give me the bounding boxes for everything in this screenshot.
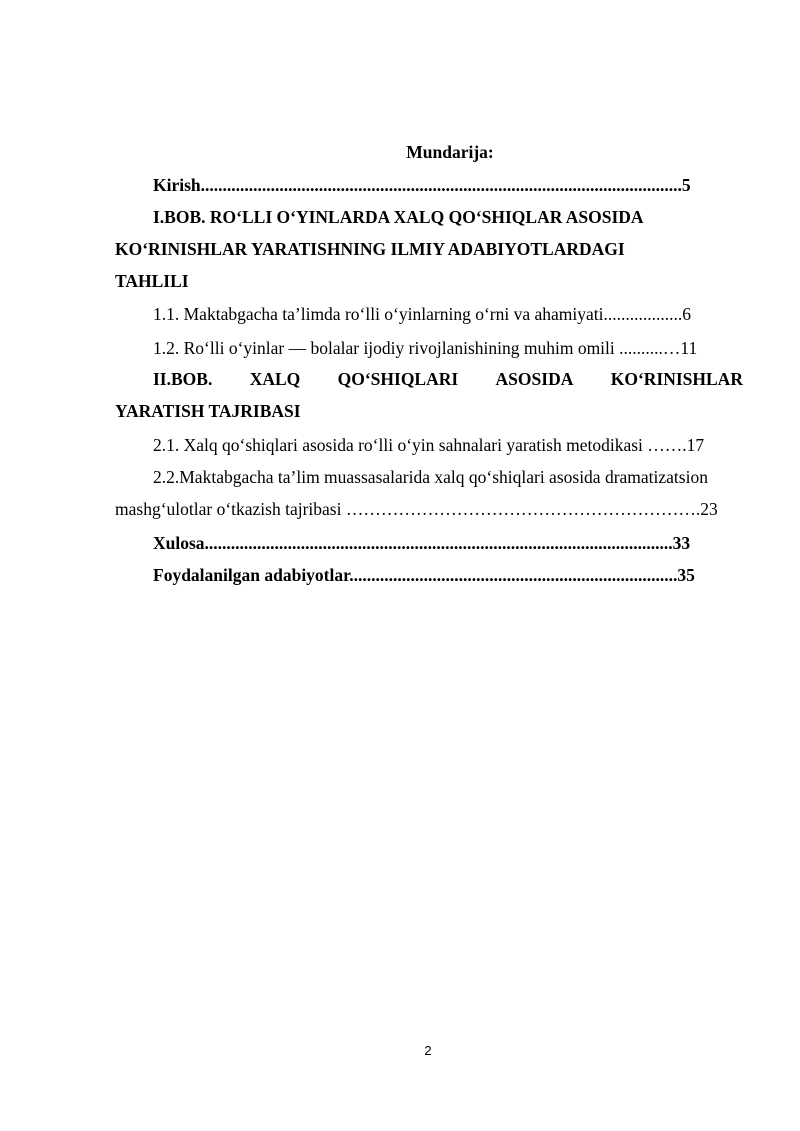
toc-entry-references: Foydalanilgan adabiyotlar...........................................................................35 xyxy=(153,565,695,585)
toc-chapter2-word: ASOSIDA xyxy=(495,369,574,389)
toc-entry-1-2: 1.2. Ro‘lli o‘yinlar — bolalar ijodiy rivojlanishining muhim omili ..........…11 xyxy=(153,338,698,358)
toc-entry-intro: Kirish..............................................................................................................5 xyxy=(153,175,691,195)
toc-chapter2-word: II.BOB. xyxy=(153,369,213,389)
toc-chapter2-word: KO‘RINISHLAR xyxy=(610,369,743,389)
toc-chapter1-heading-line2: KO‘RINISHLAR YARATISHNING ILMIY ADABIYOTLARDAGI xyxy=(115,239,625,259)
toc-chapter1-heading-line1: I.BOB. RO‘LLI O‘YINLARDA XALQ QO‘SHIQLAR ASOSIDA xyxy=(153,207,644,227)
toc-entry-1-1: 1.1. Maktabgacha ta’limda ro‘lli o‘yinlarning o‘rni va ahamiyati..................6 xyxy=(153,304,691,324)
page-number: 2 xyxy=(424,1043,432,1058)
toc-chapter2-heading-line2: YARATISH TAJRIBASI xyxy=(115,401,301,421)
toc-chapter2-word: XALQ xyxy=(249,369,301,389)
toc-entry-2-1: 2.1. Xalq qo‘shiqlari asosida ro‘lli o‘yin sahnalari yaratish metodikasi …….17 xyxy=(153,435,705,455)
toc-entry-conclusion: Xulosa...........................................................................................................33 xyxy=(153,533,691,553)
toc-entry-2-2-line2: mashg‘ulotlar o‘tkazish tajribasi …………………………………………………….23 xyxy=(115,499,718,519)
toc-title: Mundarija: xyxy=(406,142,494,162)
toc-chapter2-word: QO‘SHIQLARI xyxy=(337,369,459,389)
toc-chapter1-heading-line3: TAHLILI xyxy=(115,271,189,291)
toc-chapter2-heading-line1 xyxy=(153,368,743,390)
toc-entry-2-2-line1: 2.2.Maktabgacha ta’lim muassasalarida xalq qo‘shiqlari asosida dramatizatsion xyxy=(153,467,708,487)
